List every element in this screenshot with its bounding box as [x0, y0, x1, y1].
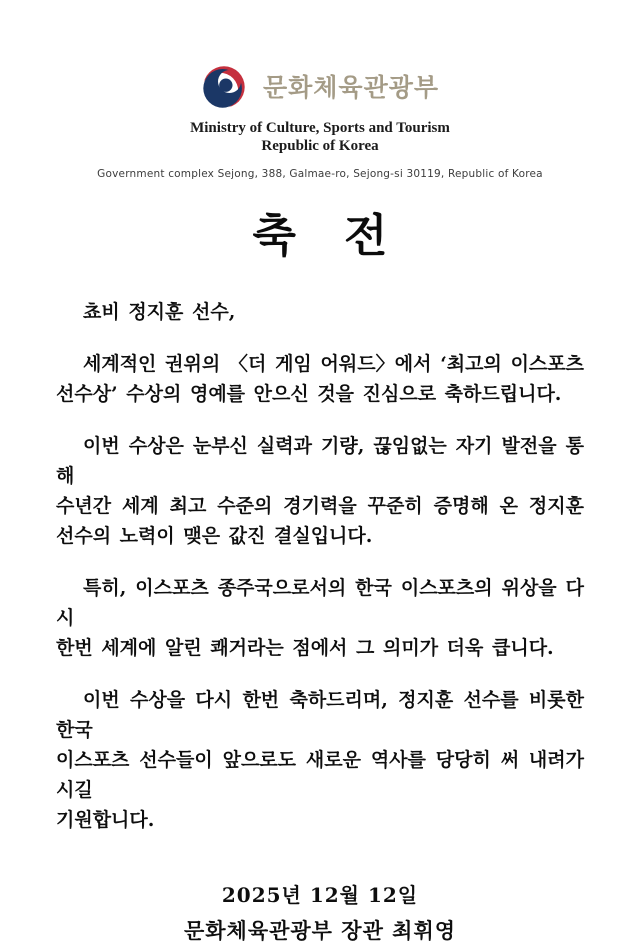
letter-body — [56, 297, 584, 835]
paragraph-line: 기원합니다. — [56, 808, 155, 831]
signature-line: 문화체육관광부 장관 최휘영 — [183, 917, 457, 943]
paragraph-line: 이번 수상을 다시 한번 축하드리며, 정지훈 선수를 비롯한 한국 — [56, 688, 584, 741]
date-line: 2025년 12월 12일 — [221, 882, 419, 907]
ministry-name-korean: 문화체육관광부 — [262, 72, 440, 102]
body-paragraph-1 — [56, 349, 584, 409]
ministry-name-english-line1: Ministry of Culture, Sports and Tourism — [190, 120, 450, 136]
document-title-char-2: 전 — [344, 209, 388, 262]
paragraph-line: 선수의 노력이 맺은 값진 결실입니다. — [56, 524, 373, 547]
document-title — [0, 211, 640, 261]
paragraph-line: 이스포츠 선수들이 앞으로도 새로운 역사를 당당히 써 내려가시길 — [56, 748, 584, 801]
document-title-char-1: 축 — [252, 209, 296, 262]
paragraph-line: 수년간 세계 최고 수준의 경기력을 꾸준히 증명해 온 정지훈 — [56, 494, 584, 517]
ministry-address: Government complex Sejong, 388, Galmae-ro, Sejong-si 30119, Republic of Korea — [97, 168, 543, 180]
body-paragraph-3 — [56, 573, 584, 663]
salutation-line: 쵸비 정지훈 선수, — [83, 300, 236, 323]
salutation-paragraph — [56, 297, 584, 327]
paragraph-line: 선수상’ 수상의 영예를 안으신 것을 진심으로 축하드립니다. — [56, 382, 562, 405]
paragraph-line: 한번 세계에 알린 쾌거라는 점에서 그 의미가 더욱 큽니다. — [56, 636, 554, 659]
body-paragraph-4 — [56, 685, 584, 835]
letterhead — [0, 0, 640, 180]
ministry-name-english-line2: Republic of Korea — [261, 138, 379, 154]
paragraph-line: 세계적인 권위의 〈더 게임 어워드〉에서 ‘최고의 이스포츠 — [83, 352, 584, 375]
ministry-name-english — [0, 119, 640, 155]
ministry-logo — [0, 64, 640, 110]
korea-government-emblem-icon — [201, 64, 247, 110]
paragraph-line: 이번 수상은 눈부신 실력과 기량, 끊임없는 자기 발전을 통해 — [56, 434, 584, 487]
paragraph-line: 특히, 이스포츠 종주국으로서의 한국 이스포츠의 위상을 다시 — [56, 576, 584, 629]
body-paragraph-2 — [56, 431, 584, 551]
emblem-navy-head — [219, 78, 232, 91]
